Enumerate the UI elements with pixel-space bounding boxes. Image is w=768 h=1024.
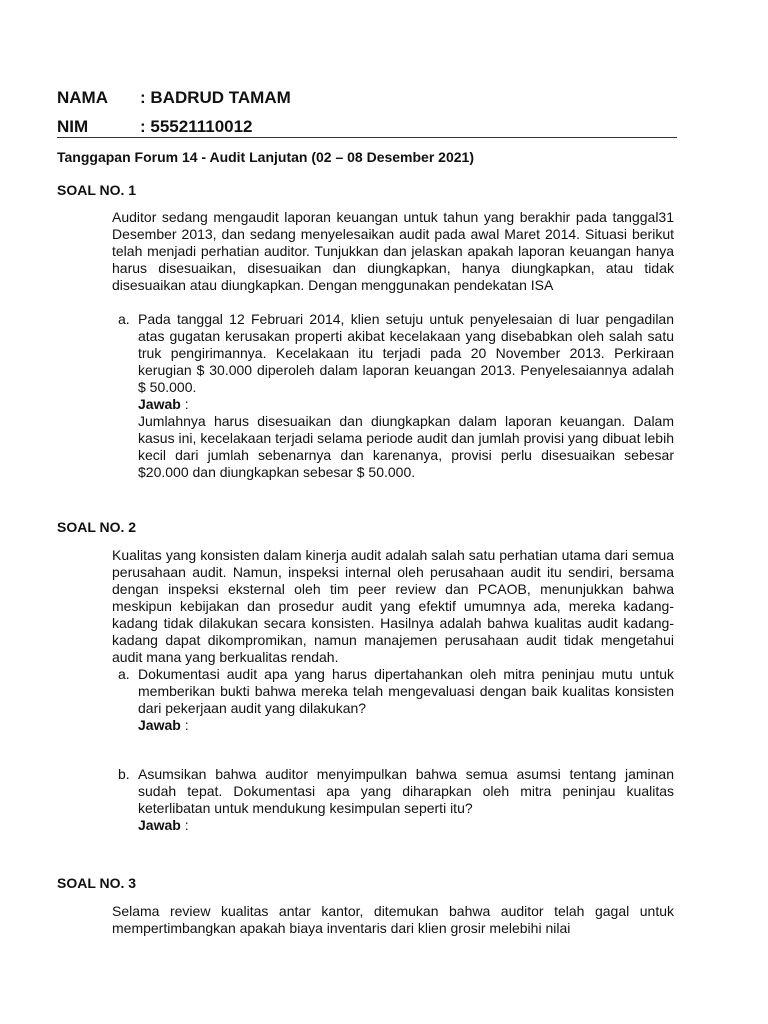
- soal-2-item-b-text: Asumsikan bahwa auditor menyimpulkan bahwa semua asumsi tentang jaminan sudah tepat. Dokumentasi apa yang diharapkan oleh mitra peninjau kualitas keterlibatan untuk mendukung kesimpulan seperti itu?: [138, 766, 674, 816]
- nim-row: [57, 117, 253, 137]
- soal-2-item-b: [118, 766, 674, 834]
- soal-1-item-a-marker: a.: [118, 311, 130, 327]
- soal-1-title: SOAL NO. 1: [57, 182, 137, 198]
- soal-1-item-a: [118, 311, 674, 481]
- soal-1-answer: Jumlahnya harus disesuaikan dan diungkapkan dalam laporan keuangan. Dalam kasus ini, kecelakaan terjadi selama periode audit dan jumlah provisi yang dibuat lebih kecil dari jumlah sebenarnya dan karenanya, provisi perlu disesuaikan sebesar $20.000 dan diungkapkan sebesar $ 50.000.: [138, 413, 674, 480]
- jawab-label: Jawab: [138, 396, 181, 412]
- nama-row: [57, 88, 291, 108]
- soal-3-intro: Selama review kualitas antar kantor, ditemukan bahwa auditor telah gagal untuk mempertimbangkan apakah biaya inventaris dari klien grosir melebihi nilai: [112, 903, 674, 936]
- soal-2-item-b-marker: b.: [118, 766, 130, 782]
- jawab-colon: :: [180, 717, 189, 733]
- soal-1-item-a-text: Pada tanggal 12 Februari 2014, klien setuju untuk penyelesaian di luar pengadilan atas gugatan kerusakan properti akibat kecelakaan yang disebabkan oleh salah satu truk pengirimannya. Kecelakaan itu terjadi pada 20 November 2013. Perkiraan kerugian $ 30.000 diperoleh dalam laporan keuangan 2013. Penyelesaiannya adalah $ 50.000.: [138, 311, 674, 395]
- forum-title: Tanggapan Forum 14 - Audit Lanjutan (02 – 08 Desember 2021): [57, 149, 474, 165]
- header-divider: [57, 137, 677, 138]
- jawab-label: Jawab: [138, 817, 181, 833]
- nim-label: NIM: [57, 117, 89, 136]
- soal-2-item-a-marker: a.: [118, 666, 130, 682]
- jawab-colon: :: [180, 817, 189, 833]
- jawab-colon: :: [180, 396, 189, 412]
- soal-2-item-a: [118, 666, 674, 734]
- nama-value: : BADRUD TAMAM: [140, 88, 291, 107]
- soal-1-jawab: [138, 396, 674, 413]
- nim-value: : 55521110012: [140, 117, 253, 136]
- soal-1-intro: Auditor sedang mengaudit laporan keuangan untuk tahun yang berakhir pada tanggal31 Desember 2013, dan sedang menyelesaikan audit pada awal Maret 2014. Situasi berikut telah menjadi perhatian auditor. Tunjukkan dan jelaskan apakah laporan keuangan hanya harus disesuaikan, disesuaikan dan diungkapkan, hanya diungkapkan, atau tidak disesuaikan atau diungkapkan. Dengan menggunakan pendekatan ISA: [112, 209, 674, 293]
- nama-label: NAMA: [57, 88, 108, 107]
- soal-3-title: SOAL NO. 3: [57, 875, 137, 891]
- jawab-label: Jawab: [138, 717, 181, 733]
- soal-2-b-jawab: [138, 817, 674, 834]
- soal-2-a-jawab: [138, 717, 674, 734]
- soal-2-item-a-text: Dokumentasi audit apa yang harus dipertahankan oleh mitra peninjau mutu untuk memberikan bukti bahwa mereka telah mengevaluasi dengan baik kualitas konsisten dari pekerjaan audit yang dilakukan?: [138, 666, 674, 716]
- soal-2-title: SOAL NO. 2: [57, 519, 137, 535]
- soal-2-intro: Kualitas yang konsisten dalam kinerja audit adalah salah satu perhatian utama dari semua perusahaan audit. Namun, inspeksi internal oleh perusahaan audit itu sendiri, bersama dengan inspeksi eksternal oleh tim peer review dan PCAOB, menunjukkan bahwa meskipun kebijakan dan prosedur audit yang efektif umumnya ada, mereka kadang-kadang tidak dilakukan secara konsisten. Hasilnya adalah bahwa kualitas audit kadang-kadang dapat dikompromikan, namun manajemen perusahaan audit tidak mengetahui audit mana yang berkualitas rendah.: [112, 547, 674, 665]
